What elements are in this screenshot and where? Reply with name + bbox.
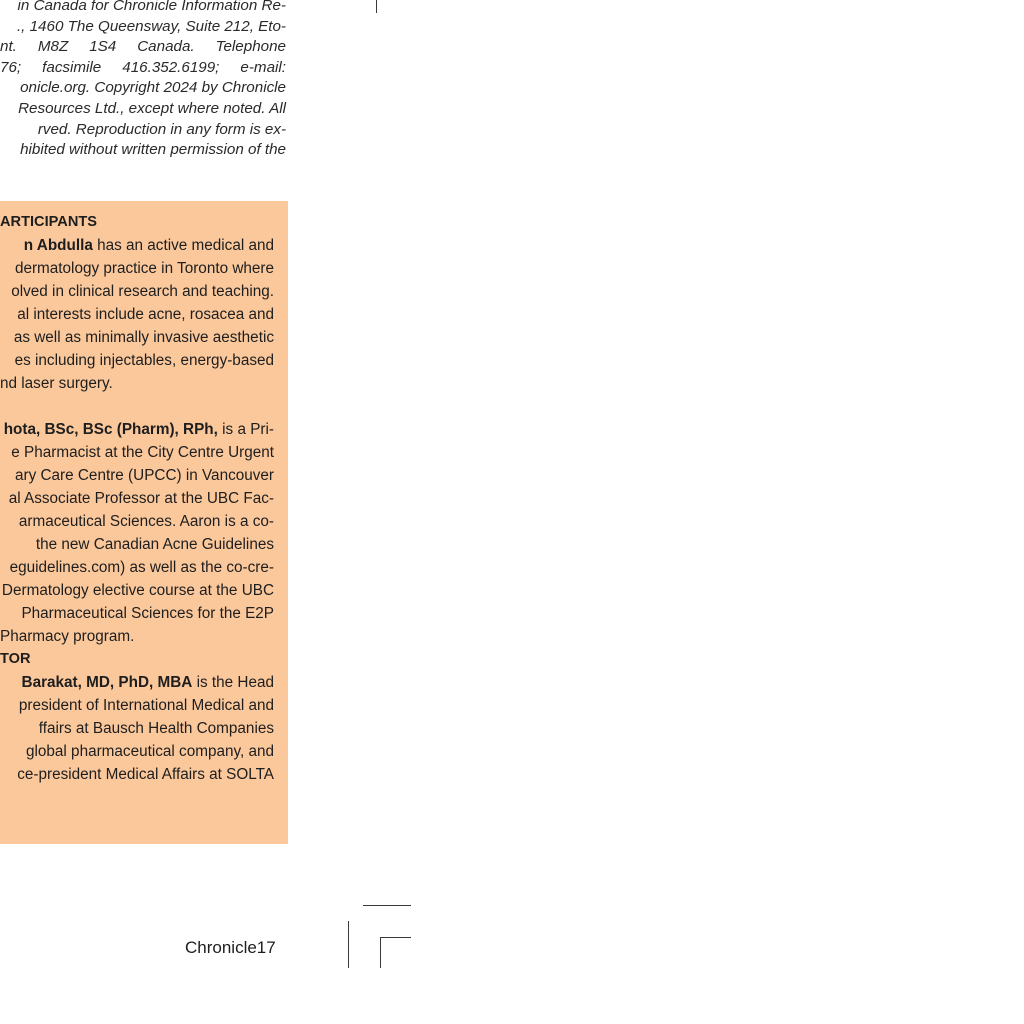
participant-name: n Abdulla [23,237,93,254]
bio-line: dermatology practice in Toronto where [14,260,274,277]
masthead-word: nt. [0,38,17,56]
bio-line: es including injectables, energy-based [14,352,274,369]
bio-text: is the Head [192,674,274,691]
participants-heading: ARTICIPANTS [0,214,98,230]
bio-line: as well as minimally invasive aesthetic [13,329,274,346]
masthead-word: 416.352.6199; [122,58,220,76]
masthead-word: facsimile [42,58,102,76]
crop-mark-footer-vertical [348,921,349,968]
bio-line: al interests include acne, rosacea and [17,306,274,323]
participants-box [0,201,288,844]
masthead-word: 1S4 [89,38,117,56]
masthead-line: Resources Ltd., except where noted. All [18,99,286,117]
bio-line [0,671,274,694]
crop-mark-corner-side [380,937,381,968]
bio-line: Dermatology elective course at the UBC [1,582,274,599]
masthead-line [0,37,286,58]
bio-line: al Associate Professor at the UBC Fac- [8,490,274,507]
masthead-line: ., 1460 The Queensway, Suite 212, Eto- [16,17,286,35]
bio-line: ce-president Medical Affairs at SOLTA [17,766,274,783]
masthead-line: onicle.org. Copyright 2024 by Chronicle [20,79,286,97]
bio-line: e Pharmacist at the City Centre Urgent [11,444,274,461]
bio-line: global pharmaceutical company, and [25,743,274,760]
bio-line: Pharmaceutical Sciences for the E2P [21,605,274,622]
participants-content [0,201,274,786]
masthead-line: in Canada for Chronicle Information Re- [17,0,286,14]
page-number-label: Chronicle17 [185,938,276,957]
bio-line [0,234,274,257]
bio-line: Pharmacy program. [0,628,135,645]
bio-line: eguidelines.com) as well as the co-cre- [9,559,274,576]
bio-text: has an active medical and [92,237,274,254]
masthead-word: e-mail: [240,58,286,76]
moderator-name: Barakat, MD, PhD, MBA [21,674,193,691]
masthead-line [0,58,286,79]
bio-line [0,418,274,441]
crop-mark-top [376,0,377,13]
bio-line: ary Care Centre (UPCC) in Vancouver [14,467,274,484]
masthead-word: M8Z [37,38,69,56]
bio-line: olved in clinical research and teaching. [11,283,274,300]
moderator-heading: TOR [0,651,31,667]
crop-mark-corner-top [380,937,411,938]
bio-line: nd laser surgery. [0,375,113,392]
masthead-word: 76; [0,58,22,76]
bio-text: is a Pri- [217,421,274,438]
masthead-text [0,0,286,161]
participant-name: hota, BSc, BSc (Pharm), RPh, [3,421,218,438]
bio-line: president of International Medical and [18,697,274,714]
masthead-line: hibited without written permission of the [20,141,286,159]
bio-line: the new Canadian Acne Guidelines [35,536,274,553]
masthead-word: Telephone [215,38,286,56]
bio-line: armaceutical Sciences. Aaron is a co- [18,513,274,530]
crop-mark-footer-horizontal [363,905,411,906]
masthead-line: rved. Reproduction in any form is ex- [37,120,286,138]
masthead-word: Canada. [137,38,195,56]
bio-line: ffairs at Bausch Health Companies [38,720,274,737]
